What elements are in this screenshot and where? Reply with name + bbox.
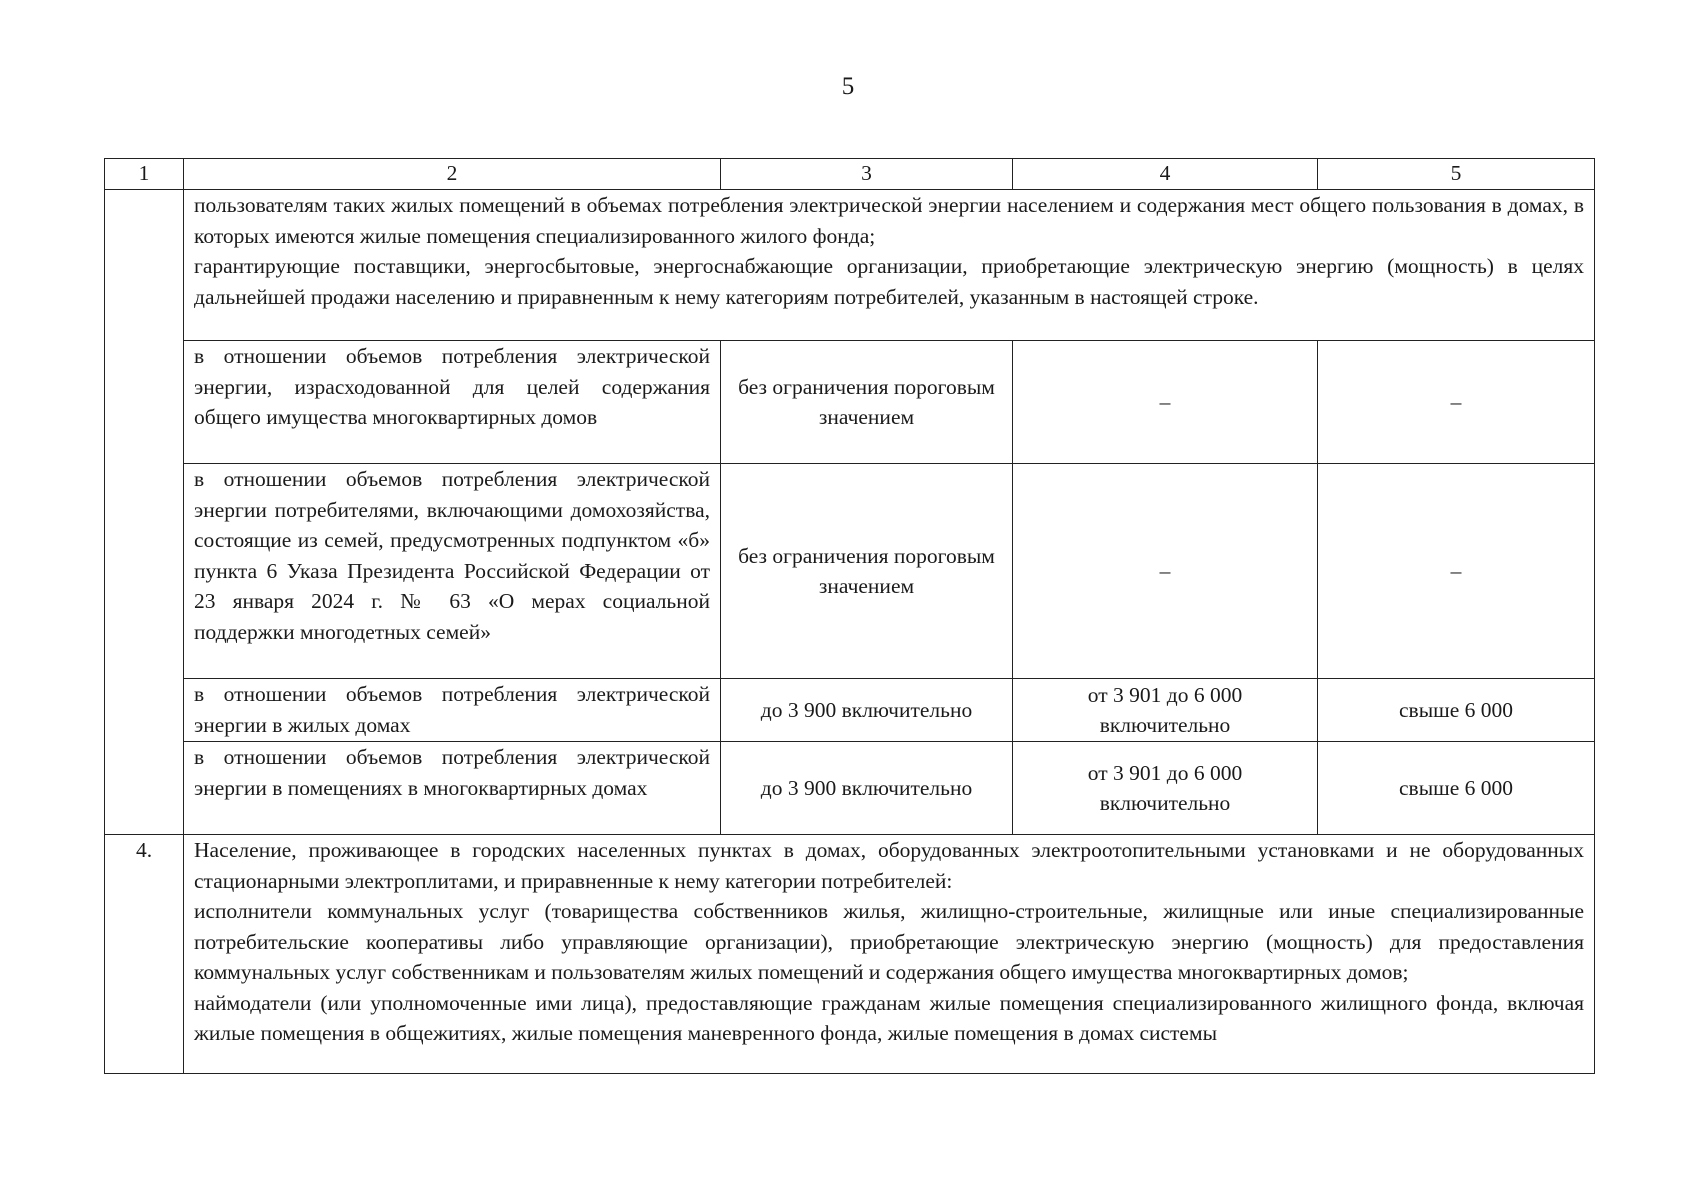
sub-row-col4: – bbox=[1013, 464, 1318, 679]
table-row bbox=[105, 341, 1595, 464]
page-number: 5 bbox=[841, 73, 855, 100]
header-col-5: 5 bbox=[1318, 159, 1595, 190]
paragraph: Население, проживающее в городских населенных пунктах в домах, оборудованных электроотопительными установками и не оборудованных стационарными электроплитами, и приравненные к нему категории потребителей: bbox=[194, 838, 1584, 893]
sub-row-col5: – bbox=[1318, 341, 1595, 464]
paragraph: исполнители коммунальных услуг (товарищества собственников жилья, жилищно-строительные, жилищные или иные специализированные потребительские кооперативы либо управляющие организации), приобретающие электрическую энергию (мощность) для предоставления коммунальных услуг собственникам и пользователям жилых помещений и содержания общего имущества многоквартирных домов; bbox=[194, 899, 1584, 984]
sub-row-col4: – bbox=[1013, 341, 1318, 464]
sub-row-col5: свыше 6 000 bbox=[1318, 679, 1595, 742]
sub-row-description: в отношении объемов потребления электрической энергии в жилых домах bbox=[184, 679, 721, 742]
header-col-2: 2 bbox=[184, 159, 721, 190]
paragraph: наймодатели (или уполномоченные ими лица), предоставляющие гражданам жилые помещения специализированного жилищного фонда, включая жилые помещения в общежитиях, жилые помещения маневренного фонда, жилые помещения в домах системы bbox=[194, 990, 1584, 1045]
sub-row-col3: без ограничения пороговым значением bbox=[721, 341, 1013, 464]
sub-row-col5: – bbox=[1318, 464, 1595, 679]
header-col-3: 3 bbox=[721, 159, 1013, 190]
header-col-1: 1 bbox=[105, 159, 184, 190]
paragraph: пользователям таких жилых помещений в объемах потребления электрической энергии населением и содержания мест общего пользования в домах, в которых имеются жилые помещения специализированного жилого фонда; bbox=[194, 193, 1584, 248]
table-row bbox=[105, 742, 1595, 835]
sub-row-description: в отношении объемов потребления электрической энергии в помещениях в многоквартирных домах bbox=[184, 742, 721, 835]
sub-row-col5: свыше 6 000 bbox=[1318, 742, 1595, 835]
header-col-4: 4 bbox=[1013, 159, 1318, 190]
sub-row-description: в отношении объемов потребления электрической энергии потребителями, включающими домохозяйства, состоящие из семей, предусмотренных подпунктом «б» пункта 6 Указа Президента Российской Федерации от 23 января 2024 г. № 63 «О мерах социальной поддержки многодетных семей» bbox=[184, 464, 721, 679]
tariff-table bbox=[104, 158, 1595, 1074]
paragraph: гарантирующие поставщики, энергосбытовые, энергоснабжающие организации, приобретающие электрическую энергию (мощность) в целях дальнейшей продажи населению и приравненным к нему категориям потребителей, указанным в настоящей строке. bbox=[194, 254, 1584, 309]
sub-row-description: в отношении объемов потребления электрической энергии, израсходованной для целей содержания общего имущества многоквартирных домов bbox=[184, 341, 721, 464]
row4-text-cell bbox=[184, 835, 1595, 1074]
sub-row-col3: до 3 900 включительно bbox=[721, 679, 1013, 742]
sub-row-col4: от 3 901 до 6 000 включительно bbox=[1013, 679, 1318, 742]
sub-row-col4: от 3 901 до 6 000 включительно bbox=[1013, 742, 1318, 835]
table-row bbox=[105, 464, 1595, 679]
table-row bbox=[105, 679, 1595, 742]
table-header-row bbox=[105, 159, 1595, 190]
row-number-cell bbox=[105, 190, 184, 835]
sub-row-col3: до 3 900 включительно bbox=[721, 742, 1013, 835]
table-row bbox=[105, 835, 1595, 1074]
table-row bbox=[105, 190, 1595, 341]
continuation-text-cell bbox=[184, 190, 1595, 341]
row-number-cell: 4. bbox=[105, 835, 184, 1074]
sub-row-col3: без ограничения пороговым значением bbox=[721, 464, 1013, 679]
